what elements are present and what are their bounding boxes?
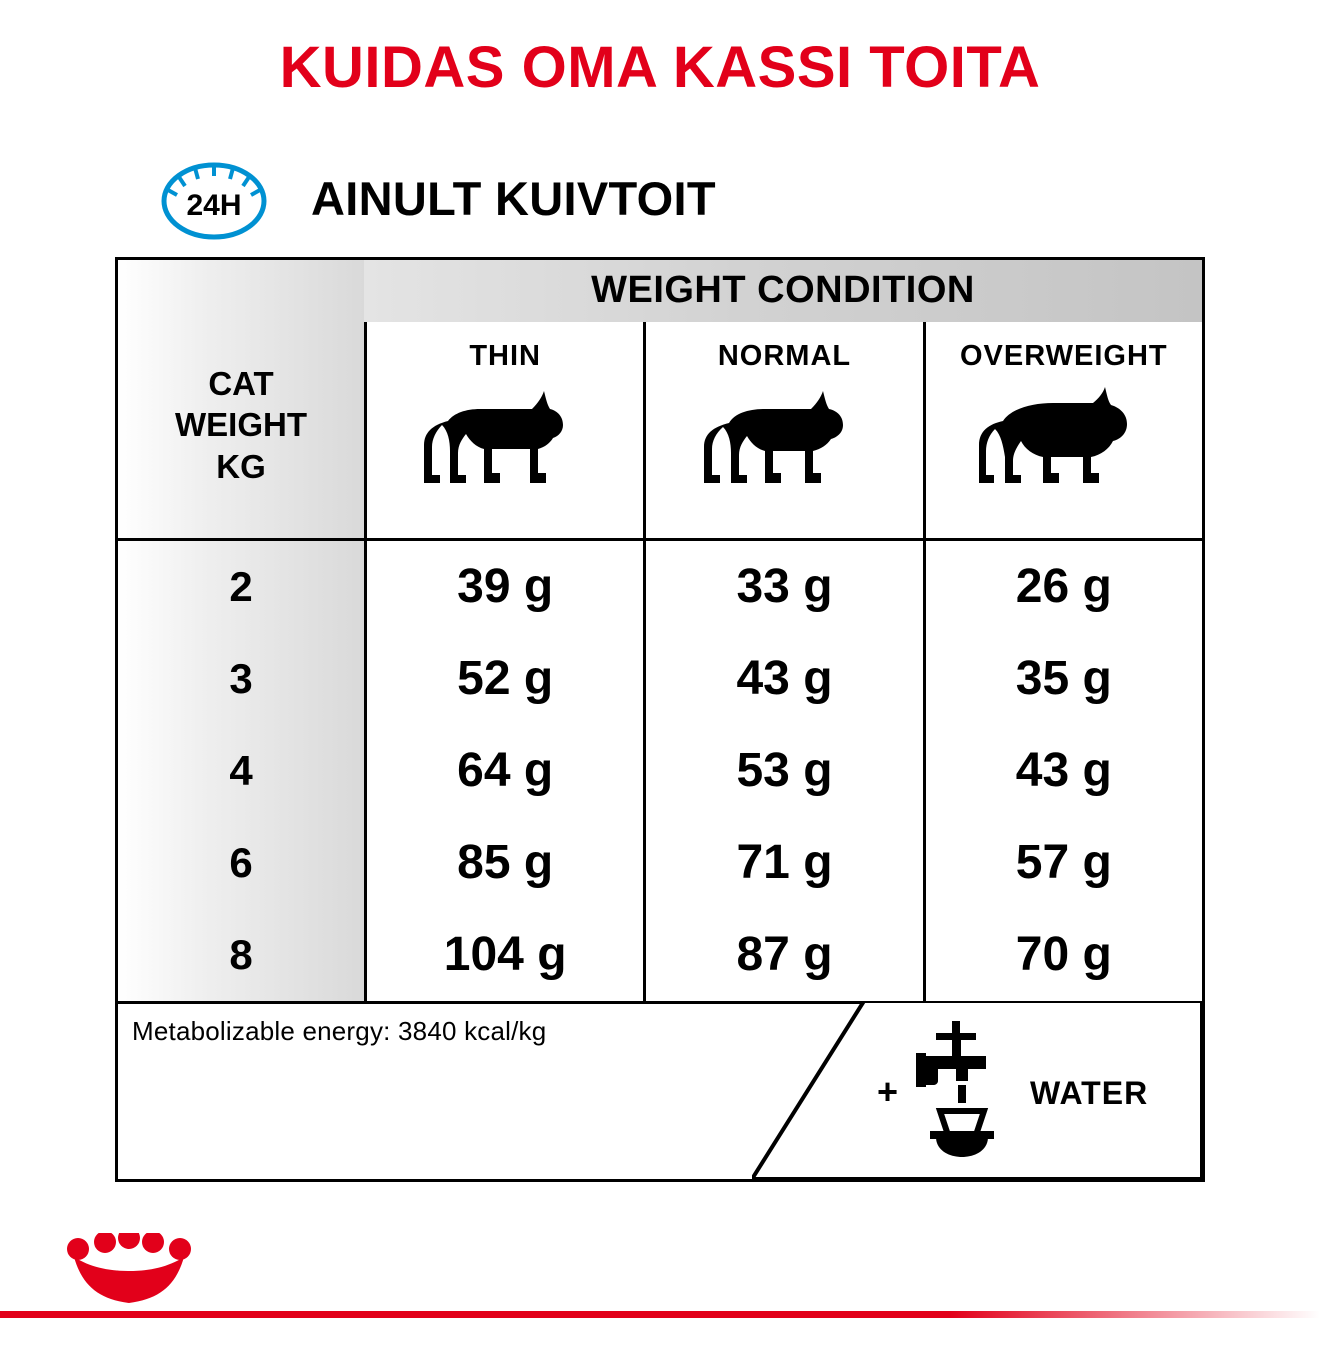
row-overweight-value: 43 g [923,725,1202,817]
thin-cat-icon [420,387,590,497]
condition-column-thin [364,322,643,538]
cat-weight-line-2: WEIGHT [175,406,307,444]
normal-cat-icon [699,387,869,497]
badge-24h-label: 24H [186,188,242,222]
row-thin-value: 52 g [364,633,643,725]
row-weight: 8 [118,909,364,1001]
table-row [118,817,1202,909]
table-condition-header-row [118,322,1202,541]
metabolizable-energy-note: Metabolizable energy: 3840 kcal/kg [132,1015,547,1046]
overweight-cat-icon [979,387,1149,497]
row-normal-value: 87 g [643,909,922,1001]
condition-label-thin: THIN [469,339,541,372]
table-row [118,909,1202,1001]
brand-bar [0,1236,1320,1336]
brand-red-line [0,1311,1320,1318]
row-weight: 6 [118,817,364,909]
row-thin-value: 85 g [364,817,643,909]
row-overweight-value: 57 g [923,817,1202,909]
row-normal-value: 53 g [643,725,922,817]
table-row [118,633,1202,725]
table-row [118,541,1202,633]
page-title: KUIDAS OMA KASSI TOITA [279,35,1041,100]
cat-weight-line-3: KG [216,447,266,485]
condition-label-normal: NORMAL [717,339,852,372]
weight-condition-header: WEIGHT CONDITION [364,260,1202,322]
table-row [118,725,1202,817]
row-overweight-value: 26 g [923,541,1202,633]
row-normal-value: 43 g [643,633,922,725]
section-subtitle: AINULT KUIVTOIT [311,172,716,226]
clock-24h-icon [155,157,273,241]
water-callout [752,1001,1202,1179]
plus-sign: + [877,1070,899,1112]
feeding-table [115,257,1205,1182]
row-weight: 4 [118,725,364,817]
row-thin-value: 104 g [364,909,643,1001]
condition-column-overweight [923,322,1202,538]
condition-label-overweight: OVERWEIGHT [959,339,1168,372]
row-overweight-value: 70 g [923,909,1202,1001]
row-normal-value: 71 g [643,817,922,909]
section-header [0,157,1320,241]
table-body [118,541,1202,1001]
water-label: WATER [1030,1074,1149,1111]
royal-canin-crown-icon [64,1233,194,1314]
condition-column-normal [643,322,922,538]
row-thin-value: 39 g [364,541,643,633]
row-thin-value: 64 g [364,725,643,817]
cat-weight-line-1: CAT [208,365,274,403]
row-normal-value: 33 g [643,541,922,633]
row-overweight-value: 35 g [923,633,1202,725]
row-weight: 2 [118,541,364,633]
cat-weight-header [118,260,364,538]
table-footer [118,1001,1202,1179]
row-weight: 3 [118,633,364,725]
faucet-water-icon [902,1019,1022,1164]
